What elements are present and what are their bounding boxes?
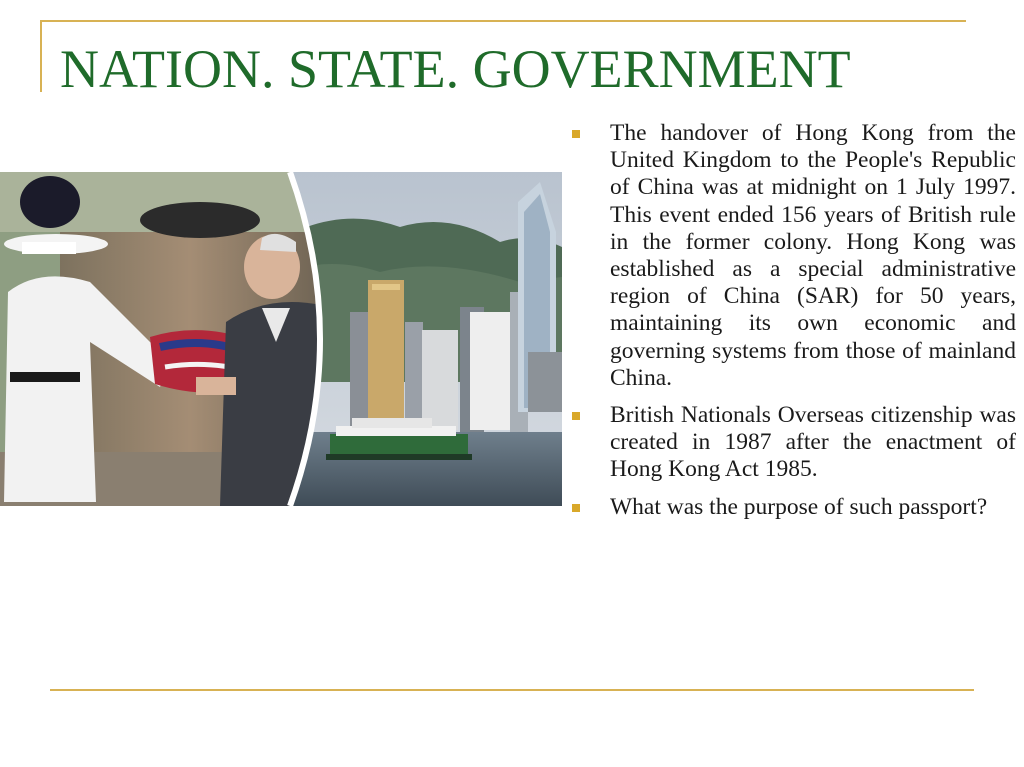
frame-left-line — [40, 20, 42, 92]
slide-title: NATION. STATE. GOVERNMENT — [60, 39, 851, 99]
handover-photo-composite — [0, 172, 562, 506]
square-bullet-icon — [572, 130, 580, 138]
bullet-item — [572, 120, 1016, 392]
bullet-text: What was the purpose of such passport? — [610, 493, 988, 520]
bullet-item — [572, 402, 1016, 484]
frame-bottom-line — [50, 689, 974, 691]
bullet-text: British Nationals Overseas citizenship was created in 1987 after the enactment of Hong Kong Act 1985. — [610, 402, 1016, 483]
bullet-list — [572, 120, 1016, 531]
bullet-text: The handover of Hong Kong from the United Kingdom to the People's Republic of China was at midnight on 1 July 1997. This event ended 156 years of British rule in the former colony. Hong Kong was established as a special administrative region of China (SAR) for 50 years, maintaining its own economic and governing systems from those of mainland China. — [610, 120, 1016, 391]
square-bullet-icon — [572, 504, 580, 512]
bullet-item — [572, 494, 1016, 521]
frame-top-line — [40, 20, 966, 22]
handover-ceremony-image — [0, 172, 340, 506]
square-bullet-icon — [572, 412, 580, 420]
